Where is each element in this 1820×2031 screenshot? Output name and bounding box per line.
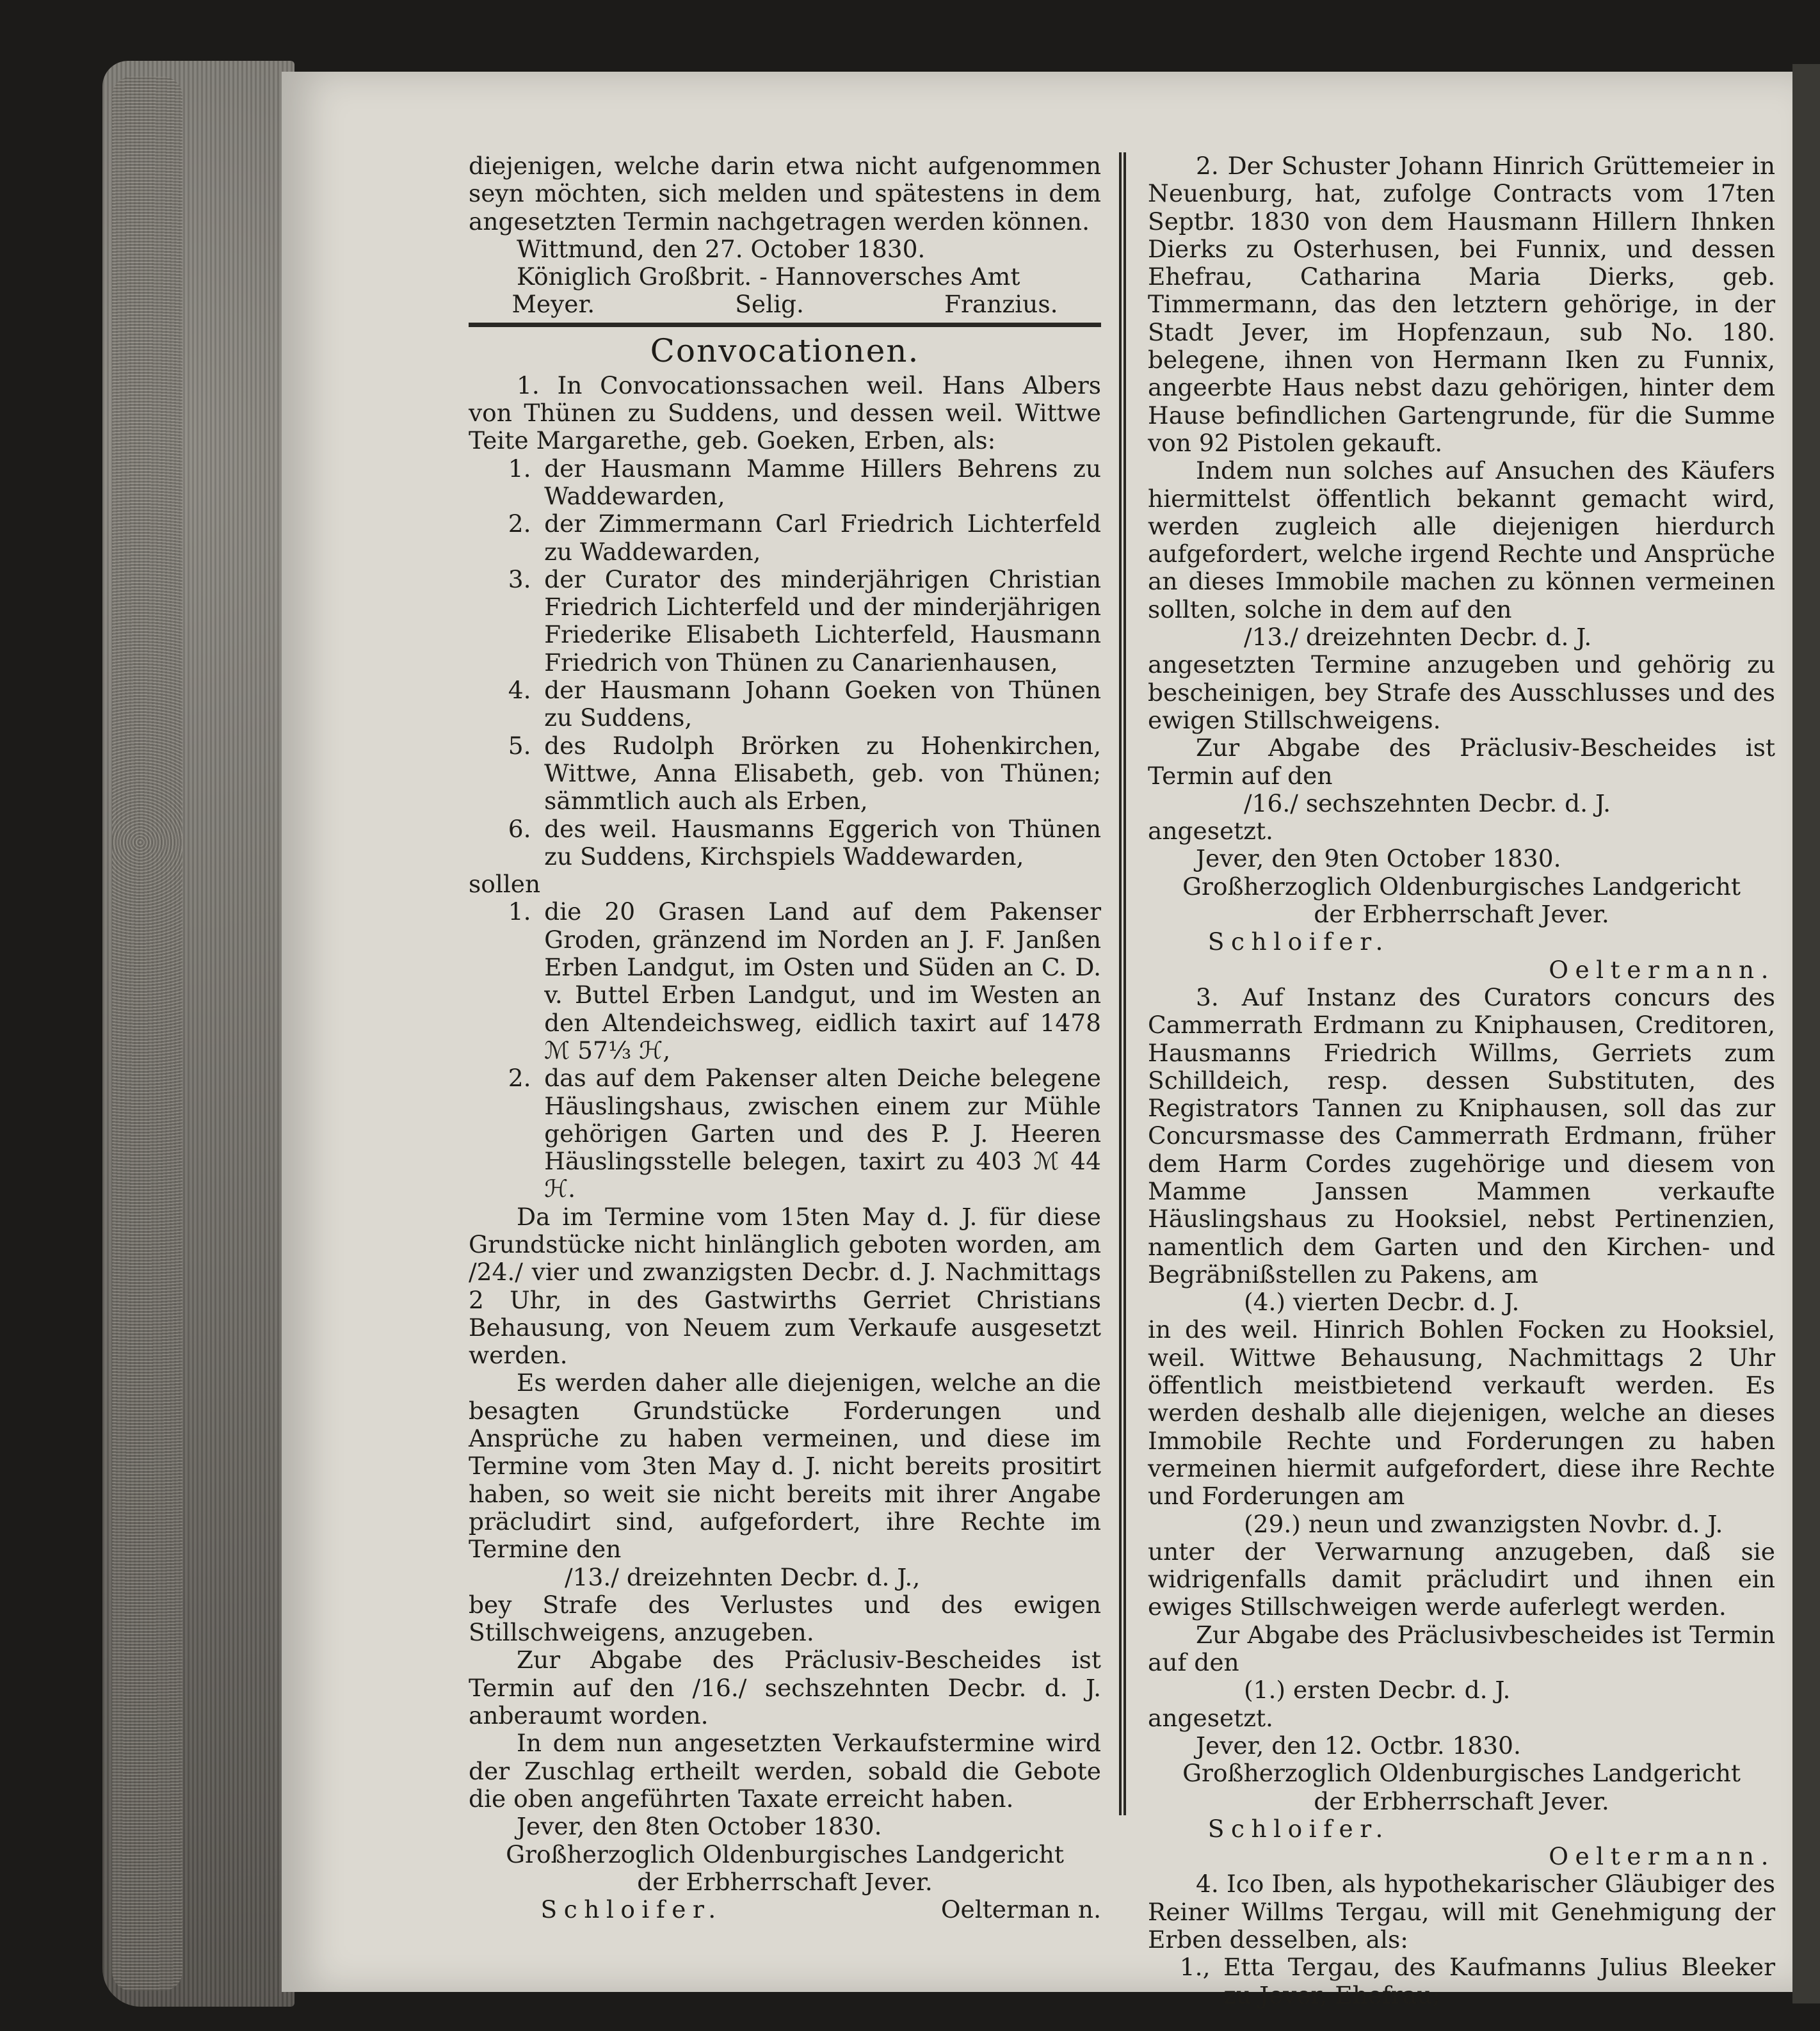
place-date: Wittmund, den 27. October 1830. xyxy=(517,234,926,263)
list-item: 1. der Hausmann Mamme Hillers Behrens zu Waddewarden, xyxy=(508,454,1101,510)
paragraph: angesetzten Termine anzugeben und gehörig zu bescheinigen, bey Strafe des Ausschlusses und des ewigen Stillschweigens. xyxy=(1148,650,1775,734)
paragraph: unter der Verwarnung anzugeben, daß sie widrigenfalls damit präcludirt und ihnen ein ewiges Stillschweigen werde auferlegt werden. xyxy=(1148,1537,1775,1621)
signature: Oeltermann. xyxy=(1549,955,1775,984)
list-item: 1., Etta Tergau, des Kaufmanns Julius Bleeker zu Jever, Ehefrau; xyxy=(1179,1953,1775,2009)
term-date: (4.) vierten Decbr. d. J. xyxy=(1244,1288,1520,1317)
paragraph: angesetzt. xyxy=(1148,1703,1273,1732)
paragraph: Zur Abgabe des Präclusiv-Bescheides ist Termin auf den /16./ sechszehnten Decbr. d. J. anberaumt worden. xyxy=(469,1646,1101,1730)
signature: Oeltermann. xyxy=(1549,1842,1775,1871)
term-date: /13./ dreizehnten Decbr. d. J., xyxy=(565,1562,921,1591)
court-name: Großherzoglich Oldenburgisches Landgericht xyxy=(1182,872,1741,901)
list-item: 3. der Curator des minderjährigen Christian Friedrich Lichterfeld und der minderjährigen Friederike Elisabeth Lichterfeld, Hausmann Friedrich von Thünen zu Canarienhausen, xyxy=(508,565,1101,677)
term-date: /13./ dreizehnten Decbr. d. J. xyxy=(1244,623,1592,652)
signature: Schloifer. xyxy=(1207,1814,1390,1843)
heirs-list xyxy=(469,455,1101,871)
intro-text: diejenigen, welche darin etwa nicht aufgenommen seyn möchten, sich melden und spätestens in dem angesetzten Termin nachgetragen werden können. xyxy=(469,152,1101,236)
signature: Schloifer. xyxy=(540,1895,723,1924)
convocation-intro: 1. In Convocationssachen weil. Hans Albers von Thünen zu Suddens, und dessen weil. Wittwe Teite Margarethe, geb. Goeken, Erben, als: xyxy=(469,371,1101,455)
section-heading: Convocationen. xyxy=(650,332,920,369)
term-date: (29.) neun und zwanzigsten Novbr. d. J. xyxy=(1244,1509,1723,1538)
right-column xyxy=(1148,152,1775,2009)
column-rule xyxy=(1119,152,1126,1815)
list-item: 2. das auf dem Pakenser alten Deiche belegene Häuslingshaus, zwischen einem zur Mühle gehörigen Garten und des P. J. Heeren Häuslingsstelle belegen, taxirt zu 403 ℳ 44 ℋ. xyxy=(508,1064,1101,1203)
paragraph: Zur Abgabe des Präclusivbescheides ist Termin auf den xyxy=(1148,1620,1775,1677)
authority: Königlich Großbrit. - Hannoversches Amt xyxy=(517,262,1020,291)
left-column xyxy=(469,152,1101,1923)
paragraph: bey Strafe des Verlustes und des ewigen Stillschweigens, anzugeben. xyxy=(469,1590,1101,1647)
paragraph: angesetzt. xyxy=(1148,817,1273,846)
book-spine xyxy=(112,77,182,1991)
list-item: 6. des weil. Hausmanns Eggerich von Thünen zu Suddens, Kirchspiels Waddewarden, xyxy=(508,814,1101,871)
signature: Selig. xyxy=(735,290,804,319)
list-item: 2. der Zimmermann Carl Friedrich Lichterfeld zu Waddewarden, xyxy=(508,510,1101,566)
court-name: Großherzoglich Oldenburgisches Landgericht xyxy=(506,1840,1064,1868)
sollen-label: sollen xyxy=(469,870,541,899)
court-name: der Erbherrschaft Jever. xyxy=(1314,900,1609,929)
place-date: Jever, den 8ten October 1830. xyxy=(517,1812,882,1841)
signatures xyxy=(469,1896,1101,1923)
paragraph: Indem nun solches auf Ansuchen des Käufers hiermittelst öffentlich bekannt gemacht wird, werden zugleich alle diejenigen hierdurch aufgefordert, welche irgend Rechte und Ansprüche an dieses Immobile machen zu können vermeinen sollten, solche in dem auf den xyxy=(1148,456,1775,623)
signature: Oelterman n. xyxy=(940,1895,1101,1924)
place-date: Jever, den 9ten October 1830. xyxy=(1196,844,1561,873)
paragraph: 4. Ico Iben, als hypothekarischer Gläubiger des Reiner Willms Tergau, will mit Genehmigung der Erben desselben, als: xyxy=(1148,1870,1775,1954)
list-item: 5. des Rudolph Brörken zu Hohenkirchen, Wittwe, Anna Elisabeth, geb. von Thünen; sämmtlich auch als Erben, xyxy=(508,731,1101,815)
term-date: (1.) ersten Decbr. d. J. xyxy=(1244,1676,1511,1705)
paragraph: Zur Abgabe des Präclusiv-Bescheides ist Termin auf den xyxy=(1148,734,1775,790)
court-name: der Erbherrschaft Jever. xyxy=(1314,1786,1609,1815)
signature: Schloifer. xyxy=(1207,927,1390,956)
list-item: 4. der Hausmann Johann Goeken von Thünen zu Suddens, xyxy=(508,676,1101,732)
place-date: Jever, den 12. Octbr. 1830. xyxy=(1196,1731,1521,1760)
signature: Franzius. xyxy=(944,290,1058,319)
facing-page-edge xyxy=(1792,64,1820,2003)
list-item: 1. die 20 Grasen Land auf dem Pakenser Groden, gränzend im Norden an J. F. Janßen Erben Landgut, im Osten und Süden an C. D. v. Buttel Erben Landgut, und im Westen an den Altendeichsweg, eidlich taxirt auf 1478 ℳ 57⅓ ℋ, xyxy=(508,897,1101,1064)
paragraph: Da im Termine vom 15ten May d. J. für diese Grundstücke nicht hinlänglich geboten worden, am /24./ vier und zwanzigsten Decbr. d. J. Nachmittags 2 Uhr, in des Gastwirths Gerriet Christians Behausung, von Neuem zum Verkaufe ausgesetzt werden. xyxy=(469,1202,1101,1370)
term-date: /16./ sechszehnten Decbr. d. J. xyxy=(1244,789,1611,817)
court-name: Großherzoglich Oldenburgisches Landgericht xyxy=(1182,1759,1741,1788)
signatures xyxy=(469,291,1101,318)
paragraph: Es werden daher alle diejenigen, welche an die besagten Grundstücke Forderungen und Ansprüche zu haben vermeinen, und diese im Termine vom 3ten May d. J. nicht bereits prositirt haben, so weit sie nicht bereits mit ihrer Angabe präcludirt sind, aufgefordert, ihre Rechte im Termine den xyxy=(469,1369,1101,1564)
paragraph: 3. Auf Instanz des Curators concurs des Cammerrath Erdmann zu Kniphausen, Creditoren, Hausmanns Friedrich Willms, Gerriets zum Schilldeich, resp. dessen Substituten, des Registrators Tannen zu Kniphausen, soll das zur Concursmasse des Cammerrath Erdmann, früher dem Harm Cordes zugehörige und diesem von Mamme Janssen Mammen verkaufte Häuslingshaus zu Hooksiel, nebst Pertinenzien, namentlich dem Garten und den Kirchen- und Begräbnißstellen zu Pakens, am xyxy=(1148,983,1775,1288)
paragraph: In dem nun angesetzten Verkaufstermine wird der Zuschlag ertheilt werden, sobald die Gebote die oben angeführten Taxate erreicht haben. xyxy=(469,1729,1101,1813)
property-list xyxy=(469,898,1101,1203)
paragraph: 2. Der Schuster Johann Hinrich Grüttemeier in Neuenburg, hat, zufolge Contracts vom 17ten Septbr. 1830 von dem Hausmann Hillern Ihnken Dierks zu Osterhusen, bei Funnix, und dessen Ehefrau, Catharina Maria Dierks, geb. Timmermann, das den letztern gehörige, in der Stadt Jever, im Hopfenzaun, sub No. 180. belegene, ihnen von Hermann Iken zu Funnix, angeerbte Haus nebst dazu gehörigen, hinter dem Hause befindlichen Gartengrunde, für die Summe von 92 Pistolen gekauft. xyxy=(1148,152,1775,457)
signature: Meyer. xyxy=(511,290,595,319)
paragraph: in des weil. Hinrich Bohlen Focken zu Hooksiel, weil. Wittwe Behausung, Nachmittags 2 Uhr öffentlich meistbietend verkauft werden. Es werden deshalb alle diejenigen, welche an dieses Immobile Rechte und Forderungen zu haben vermeinen hiermit aufgefordert, diese ihre Rechte und Forderungen am xyxy=(1148,1315,1775,1511)
court-name: der Erbherrschaft Jever. xyxy=(637,1867,933,1896)
section-rule xyxy=(469,323,1101,327)
